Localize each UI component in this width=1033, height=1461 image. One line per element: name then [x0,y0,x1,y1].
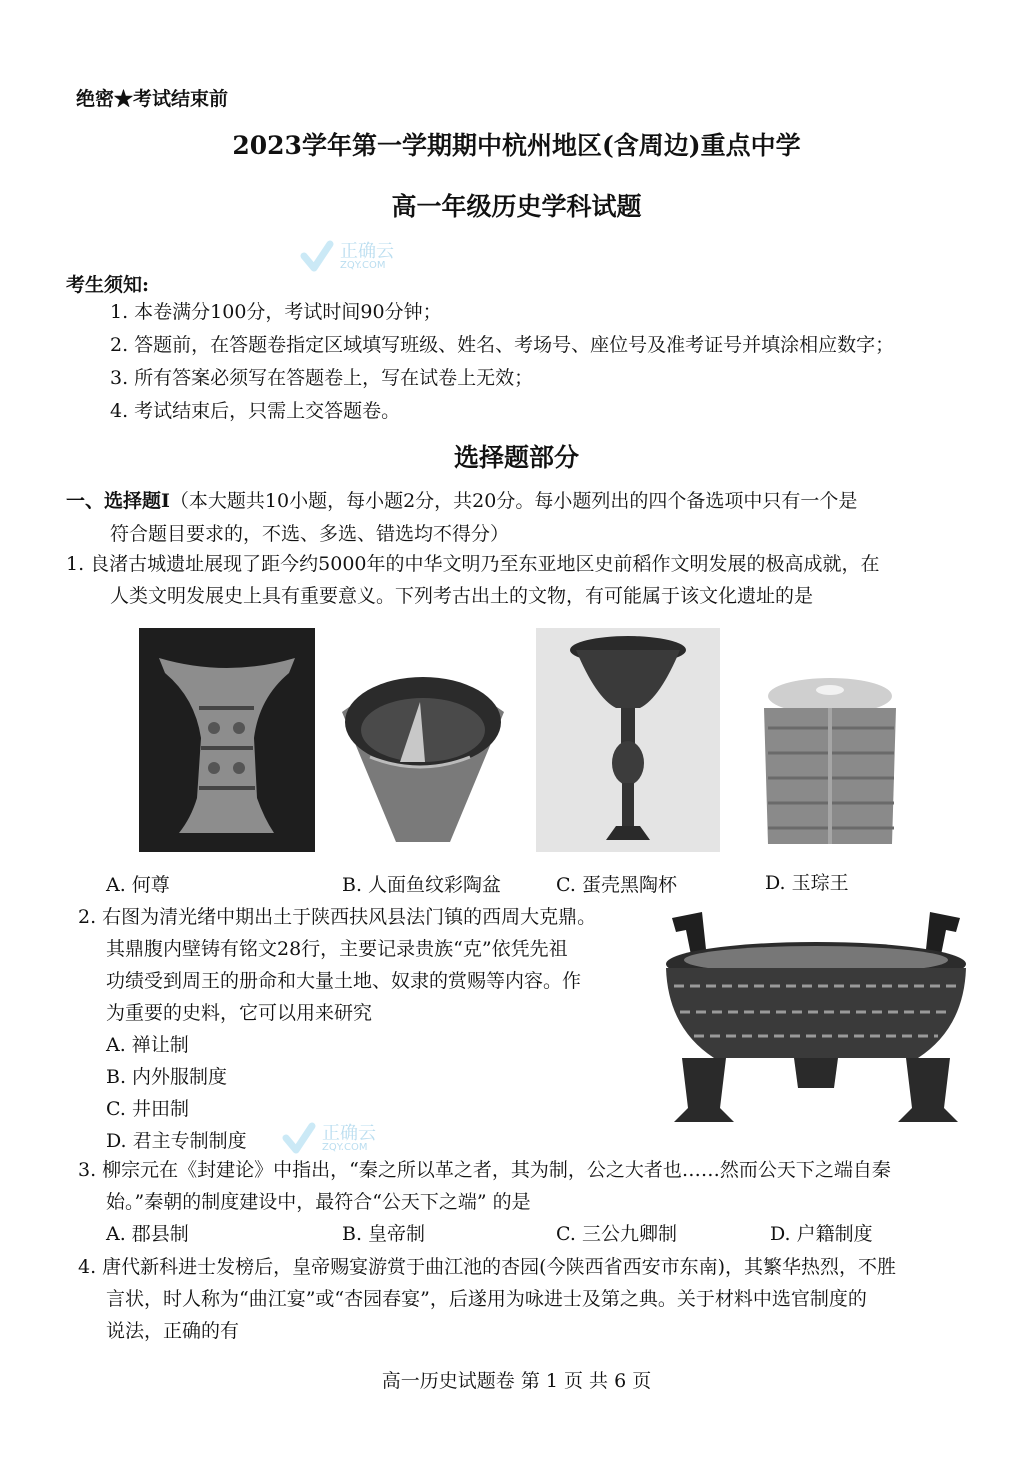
question-1-option-d: D. 玉琮王 [765,872,849,894]
question-3-text-cont: 始。”秦朝的制度建设中，最符合“公天下之端” 的是 [106,1191,531,1213]
part-description: （本大题共10小题，每小题2分，共20分。每小题列出的四个备选项中只有一个是 [169,490,858,512]
confidential-label: 绝密★考试结束前 [76,88,229,110]
photo-fish-basin [330,662,516,848]
question-2-option-d: D. 君主专制制度 [106,1130,247,1152]
question-2-text-cont: 功绩受到周王的册命和大量土地、奴隶的赏赐等内容。作 [106,970,582,992]
photo-da-ke-ding [654,908,978,1130]
notice-heading: 考生须知: [66,274,150,296]
question-1-option-a: A. 何尊 [106,874,170,896]
photo-jade-cong [750,668,906,848]
exam-subtitle: 高一年级历史学科试题 [391,192,642,221]
question-1-option-b: B. 人面鱼纹彩陶盆 [342,874,502,896]
question-2-text: 2. 右图为清光绪中期出土于陕西扶风县法门镇的西周大克鼎。 [78,906,597,928]
notice-item: 2. 答题前，在答题卷指定区域填写班级、姓名、考场号、座位号及准考证号并填涂相应数字； [110,334,895,356]
question-1-option-c: C. 蛋壳黑陶杯 [556,874,677,896]
page-footer: 高一历史试题卷 第 1 页 共 6 页 [381,1370,652,1392]
question-3-option-a: A. 郡县制 [106,1223,189,1245]
exam-title: 2023学年第一学期期中杭州地区(含周边)重点中学 [232,131,801,160]
question-1-text-cont: 人类文明发展史上具有重要意义。下列考古出土的文物，有可能属于该文化遗址的是 [110,585,814,607]
question-3-option-d: D. 户籍制度 [770,1223,873,1245]
question-2-text-cont: 其鼎腹内壁铸有铭文28行，主要记录贵族“克”依凭先祖 [106,938,568,960]
part-heading [66,488,857,514]
watermark-subtext: ZQY.COM [340,260,386,271]
watermark-logo [300,240,394,274]
watermark-check-icon [300,240,334,274]
part-label: 一、选择题Ⅰ [66,490,170,512]
question-1-text: 1. 良渚古城遗址展现了距今约5000年的中华文明乃至东亚地区史前稻作文明发展的极高成就，在 [66,553,880,575]
watermark-check-icon [282,1122,316,1156]
watermark-text: 正确云 [322,1123,376,1144]
question-4-text-cont: 说法，正确的有 [106,1320,240,1342]
photo-he-zun [139,628,315,852]
section-title: 选择题部分 [453,443,579,472]
question-2-option-a: A. 禅让制 [106,1034,189,1056]
photo-eggshell-cup [536,628,720,852]
watermark-subtext: ZQY.COM [322,1142,368,1153]
question-2-option-b: B. 内外服制度 [106,1066,228,1088]
question-2-text-cont: 为重要的史料，它可以用来研究 [106,1002,373,1024]
question-4-text-cont: 言状，时人称为“曲江宴”或“杏园春宴”，后遂用为咏进士及第之典。关于材料中选官制度的 [106,1288,867,1310]
question-4-text: 4. 唐代新科进士发榜后，皇帝赐宴游赏于曲江池的杏园(今陕西省西安市东南)，其繁华热烈，不胜 [78,1256,896,1278]
question-3-option-c: C. 三公九卿制 [556,1223,677,1245]
notice-item: 1. 本卷满分100分，考试时间90分钟； [110,301,442,323]
notice-item: 3. 所有答案必须写在答题卷上，写在试卷上无效； [110,367,534,389]
watermark-text: 正确云 [340,241,394,262]
question-2-option-c: C. 井田制 [106,1098,189,1120]
question-3-option-b: B. 皇帝制 [342,1223,426,1245]
question-3-text: 3. 柳宗元在《封建论》中指出，“秦之所以革之者，其为制，公之大者也……然而公天下之端自秦 [78,1159,891,1181]
watermark-logo [282,1122,376,1156]
part-description-cont: 符合题目要求的，不选、多选、错选均不得分） [110,523,510,545]
notice-item: 4. 考试结束后，只需上交答题卷。 [110,400,401,422]
